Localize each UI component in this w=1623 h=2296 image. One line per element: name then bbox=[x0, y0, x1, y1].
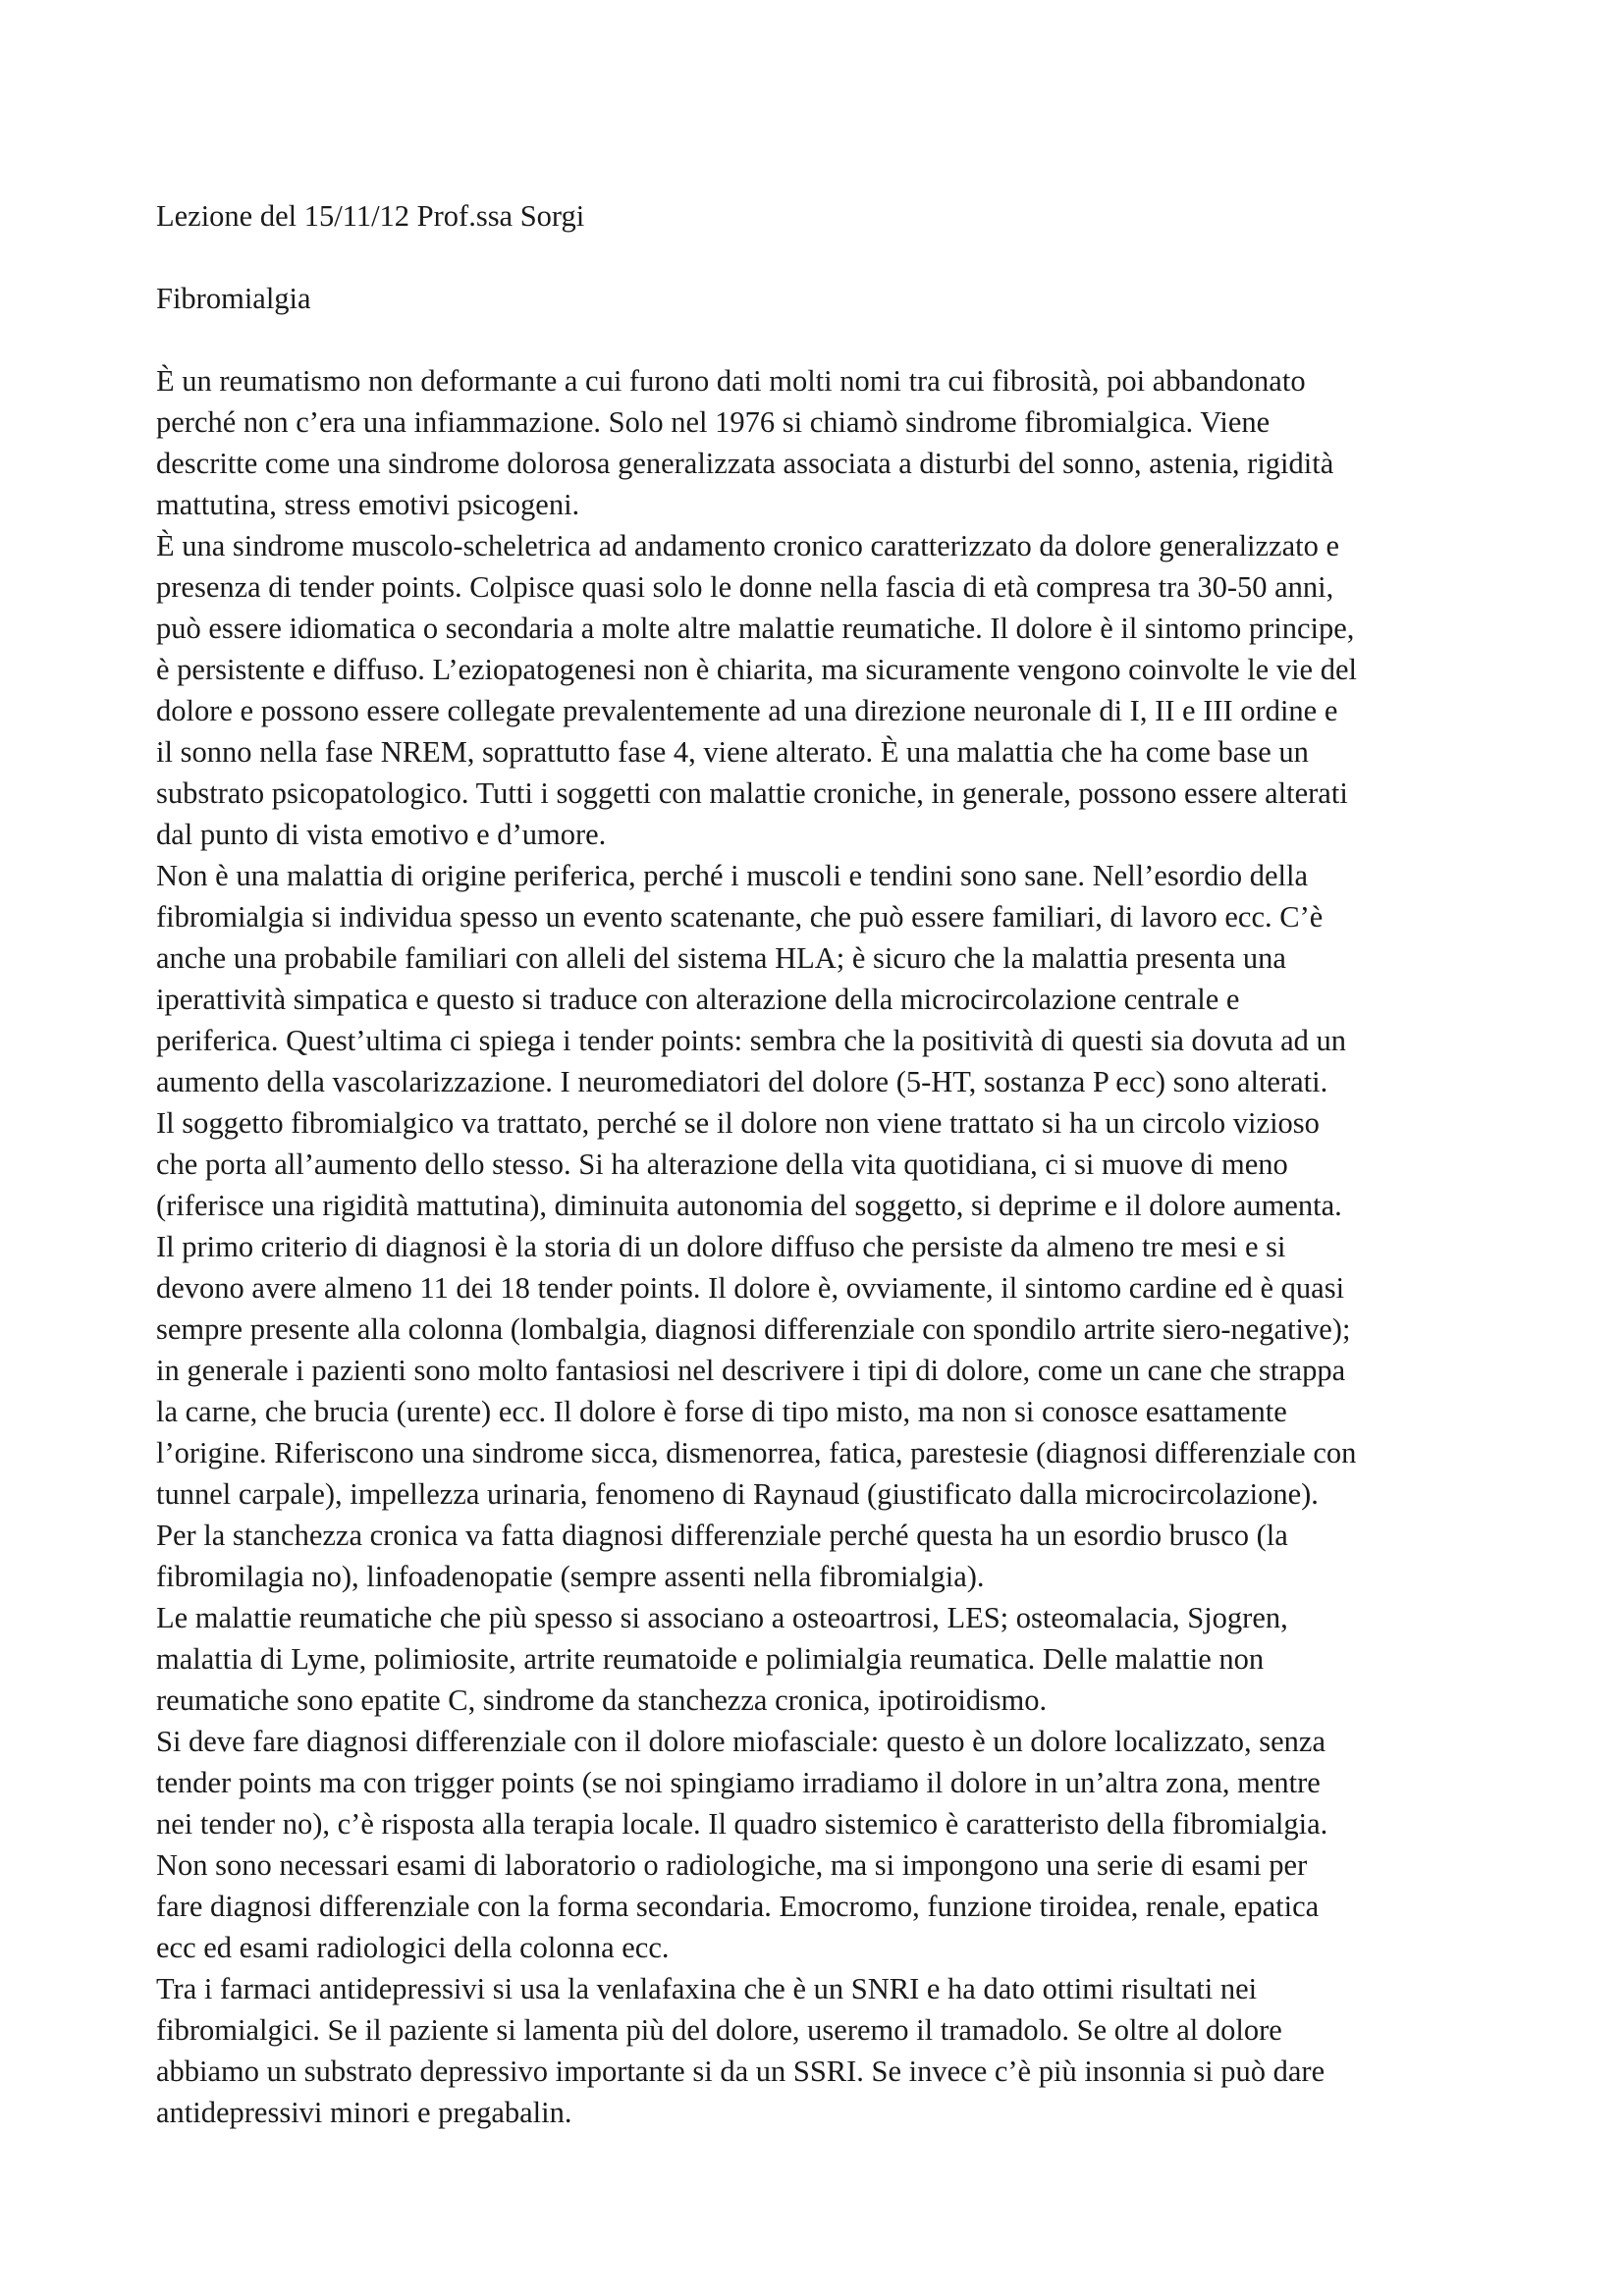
body-line: iperattività simpatica e questo si traduce con alterazione della microcircolazione centrale e bbox=[156, 983, 1240, 1016]
body-line: antidepressivi minori e pregabalin. bbox=[156, 2096, 572, 2129]
body-line: dal punto di vista emotivo e d’umore. bbox=[156, 818, 607, 851]
body-line: Le malattie reumatiche che più spesso si associano a osteoartrosi, LES; osteomalacia, Sjogren, bbox=[156, 1601, 1288, 1634]
body-line: nei tender no), c’è risposta alla terapia locale. Il quadro sistemico è caratteristo della fibromialgia. bbox=[156, 1807, 1328, 1841]
body-line: che porta all’aumento dello stesso. Si ha alterazione della vita quotidiana, ci si muove di meno bbox=[156, 1148, 1288, 1181]
body-line: presenza di tender points. Colpisce quasi solo le donne nella fascia di età compresa tra 30-50 anni, bbox=[156, 570, 1334, 604]
body-line: periferica. Quest’ultima ci spiega i tender points: sembra che la positività di questi sia dovuta ad un bbox=[156, 1024, 1347, 1057]
body-line: È un reumatismo non deformante a cui furono dati molti nomi tra cui fibrosità, poi abbandonato bbox=[156, 364, 1306, 398]
body-line: dolore e possono essere collegate prevalentemente ad una direzione neuronale di I, II e III ordine e bbox=[156, 694, 1338, 727]
body-line: ecc ed esami radiologici della colonna ecc. bbox=[156, 1931, 670, 1964]
lecture-header bbox=[156, 195, 1482, 237]
body-line: l’origine. Riferiscono una sindrome sicca, dismenorrea, fatica, parestesie (diagnosi differenziale con bbox=[156, 1436, 1357, 1469]
body-line: fibromilagia no), linfoadenopatie (sempre assenti nella fibromialgia). bbox=[156, 1560, 985, 1593]
body-line: fare diagnosi differenziale con la forma secondaria. Emocromo, funzione tiroidea, renale, epatica bbox=[156, 1890, 1320, 1923]
body-line: Tra i farmaci antidepressivi si usa la venlafaxina che è un SNRI e ha dato ottimi risultati nei bbox=[156, 1972, 1258, 2005]
document-title bbox=[156, 278, 1482, 319]
body-line: il sonno nella fase NREM, soprattutto fase 4, viene alterato. È una malattia che ha come base un bbox=[156, 735, 1309, 769]
body-line: perché non c’era una infiammazione. Solo nel 1976 si chiamò sindrome fibromialgica. Viene bbox=[156, 405, 1271, 439]
body-line: abbiamo un substrato depressivo importante si da un SSRI. Se invece c’è più insonnia si può dare bbox=[156, 2055, 1325, 2088]
body-line: mattutina, stress emotivi psicogeni. bbox=[156, 488, 580, 521]
body-line: tunnel carpale), impellezza urinaria, fenomeno di Raynaud (giustificato dalla microcircolazione). bbox=[156, 1477, 1319, 1511]
body-line: È una sindrome muscolo-scheletrica ad andamento cronico caratterizzato da dolore generalizzato e bbox=[156, 529, 1340, 562]
body-line: la carne, che brucia (urente) ecc. Il dolore è forse di tipo misto, ma non si conosce esattamente bbox=[156, 1395, 1287, 1428]
body-line: fibromialgici. Se il paziente si lamenta più del dolore, useremo il tramadolo. Se oltre al dolore bbox=[156, 2013, 1282, 2047]
body-line: aumento della vascolarizzazione. I neuromediatori del dolore (5-HT, sostanza P ecc) sono alterati. bbox=[156, 1065, 1328, 1098]
body-line: può essere idiomatica o secondaria a molte altre malattie reumatiche. Il dolore è il sintomo principe, bbox=[156, 612, 1355, 645]
header-line: Lezione del 15/11/12 Prof.ssa Sorgi bbox=[156, 199, 585, 233]
body-line: Si deve fare diagnosi differenziale con il dolore miofasciale: questo è un dolore localizzato, senza bbox=[156, 1725, 1326, 1758]
body-line: descritte come una sindrome dolorosa generalizzata associata a disturbi del sonno, astenia, rigidità bbox=[156, 447, 1334, 480]
body-line: fibromialgia si individua spesso un evento scatenante, che può essere familiari, di lavoro ecc. C’è bbox=[156, 900, 1324, 934]
body-line: Per la stanchezza cronica va fatta diagnosi differenziale perché questa ha un esordio brusco (la bbox=[156, 1519, 1288, 1552]
body-line: anche una probabile familiari con alleli del sistema HLA; è sicuro che la malattia presenta una bbox=[156, 941, 1286, 975]
body-line: (riferisce una rigidità mattutina), diminuita autonomia del soggetto, si deprime e il dolore aumenta. bbox=[156, 1189, 1342, 1222]
body-line: tender points ma con trigger points (se noi spingiamo irradiamo il dolore in un’altra zona, mentre bbox=[156, 1766, 1321, 1799]
document-body bbox=[156, 360, 1482, 2133]
body-line: reumatiche sono epatite C, sindrome da stanchezza cronica, ipotiroidismo. bbox=[156, 1683, 1048, 1717]
body-line: Il primo criterio di diagnosi è la storia di un dolore diffuso che persiste da almeno tre mesi e si bbox=[156, 1230, 1286, 1263]
body-line: è persistente e diffuso. L’eziopatogenesi non è chiarita, ma sicuramente vengono coinvolte le vie del bbox=[156, 653, 1357, 686]
title-line: Fibromialgia bbox=[156, 282, 311, 315]
body-line: malattia di Lyme, polimiosite, artrite reumatoide e polimialgia reumatica. Delle malattie non bbox=[156, 1642, 1265, 1676]
body-line: in generale i pazienti sono molto fantasiosi nel descrivere i tipi di dolore, come un cane che strappa bbox=[156, 1354, 1346, 1387]
body-line: sempre presente alla colonna (lombalgia, diagnosi differenziale con spondilo artrite siero-negative); bbox=[156, 1312, 1351, 1346]
body-line: Il soggetto fibromialgico va trattato, perché se il dolore non viene trattato si ha un circolo vizioso bbox=[156, 1106, 1320, 1140]
body-line: devono avere almeno 11 dei 18 tender points. Il dolore è, ovviamente, il sintomo cardine ed è quasi bbox=[156, 1271, 1345, 1305]
body-line: Non è una malattia di origine periferica, perché i muscoli e tendini sono sane. Nell’esordio della bbox=[156, 859, 1308, 892]
body-line: Non sono necessari esami di laboratorio o radiologiche, ma si impongono una serie di esami per bbox=[156, 1848, 1308, 1882]
body-line: substrato psicopatologico. Tutti i soggetti con malattie croniche, in generale, possono essere alterati bbox=[156, 776, 1348, 810]
